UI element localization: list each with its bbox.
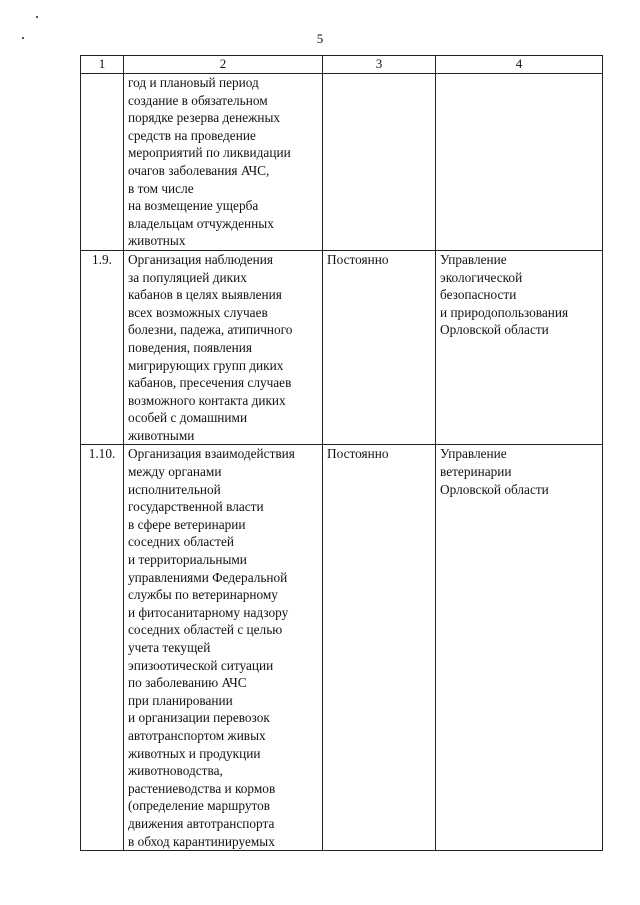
text-line: за популяцией диких [128,269,247,285]
text-line: в том числе [128,180,194,196]
text-line: возможного контакта диких [128,392,286,408]
text-line: и природопользования [440,304,569,320]
text-line: службы по ветеринарному [128,587,278,603]
term-cell: Постоянно [323,250,436,445]
text-line: средств на проведение [128,127,256,143]
text-line: мигрирующих групп диких [128,357,284,373]
column-header-2: 2 [124,56,323,74]
table-row [81,250,603,445]
column-header-3: 3 [323,56,436,74]
text-line: Управление [440,446,507,462]
text-line: особей с домашними [128,410,248,426]
text-line: (определение маршрутов [128,798,271,814]
text-line: при планировании [128,692,233,708]
text-line: поведения, появления [128,339,252,355]
text-line: движения автотранспорта [128,815,275,831]
text-line: Орловской области [440,322,549,338]
text-line: год и плановый период [128,75,259,90]
page-number: 5 [316,31,324,46]
table-header-row [81,56,603,74]
text-line: в обход карантинируемых [128,833,275,849]
text-line: экологической [440,269,523,285]
row-number: 1.10. [81,445,124,851]
text-line: управлениями Федеральной [128,569,288,585]
text-line: между органами [128,464,222,480]
column-header-4: 4 [436,56,603,74]
text-line: Организация взаимодействия [128,446,295,462]
text-line: ветеринарии [440,464,512,480]
text-line: эпизоотической ситуации [128,657,274,673]
text-line: и территориальными [128,552,247,568]
text-line: соседних областей [128,534,234,550]
measure-text [124,445,323,851]
term-cell [323,74,436,251]
table-row [81,74,603,251]
responsible-cell [436,250,603,445]
text-line: и организации перевозок [128,710,270,726]
text-line: в сфере ветеринарии [128,516,246,532]
text-line: Управление [440,251,507,267]
text-line: безопасности [440,287,517,303]
measure-text [124,74,323,251]
text-line: государственной власти [128,499,264,515]
text-line: болезни, падежа, атипичного [128,322,293,338]
text-line: животных и продукции [128,745,261,761]
text-line: мероприятий по ликвидации [128,145,291,161]
text-line: соседних областей с целью [128,622,283,638]
measure-text [124,250,323,445]
text-line: кабанов в целях выявления [128,287,282,303]
term-cell: Постоянно [323,445,436,851]
text-line: исполнительной [128,481,221,497]
table-row [81,445,603,851]
text-line: животными [128,427,195,443]
plan-table [80,55,603,851]
text-line: растениеводства и кормов [128,780,276,796]
text-line: очагов заболевания АЧС, [128,162,270,178]
text-line: на возмещение ущерба [128,198,259,214]
text-line: создание в обязательном [128,92,268,108]
responsible-cell [436,74,603,251]
responsible-cell [436,445,603,851]
column-header-1: 1 [81,56,124,74]
text-line: Орловской области [440,481,549,497]
text-line: по заболеванию АЧС [128,675,247,691]
text-line: животных [128,233,186,249]
text-line: порядке резерва денежных [128,110,281,126]
row-number [81,74,124,251]
scan-speck [36,16,38,18]
text-line: Организация наблюдения [128,251,274,267]
text-line: автотранспортом живых [128,727,266,743]
text-line: кабанов, пресечения случаев [128,375,292,391]
text-line: владельцам отчужденных [128,215,274,231]
text-line: животноводства, [128,763,223,779]
text-line: учета текущей [128,640,211,655]
text-line: всех возможных случаев [128,304,268,320]
row-number: 1.9. [81,250,124,445]
text-line: и фитосанитарному надзору [128,604,289,620]
